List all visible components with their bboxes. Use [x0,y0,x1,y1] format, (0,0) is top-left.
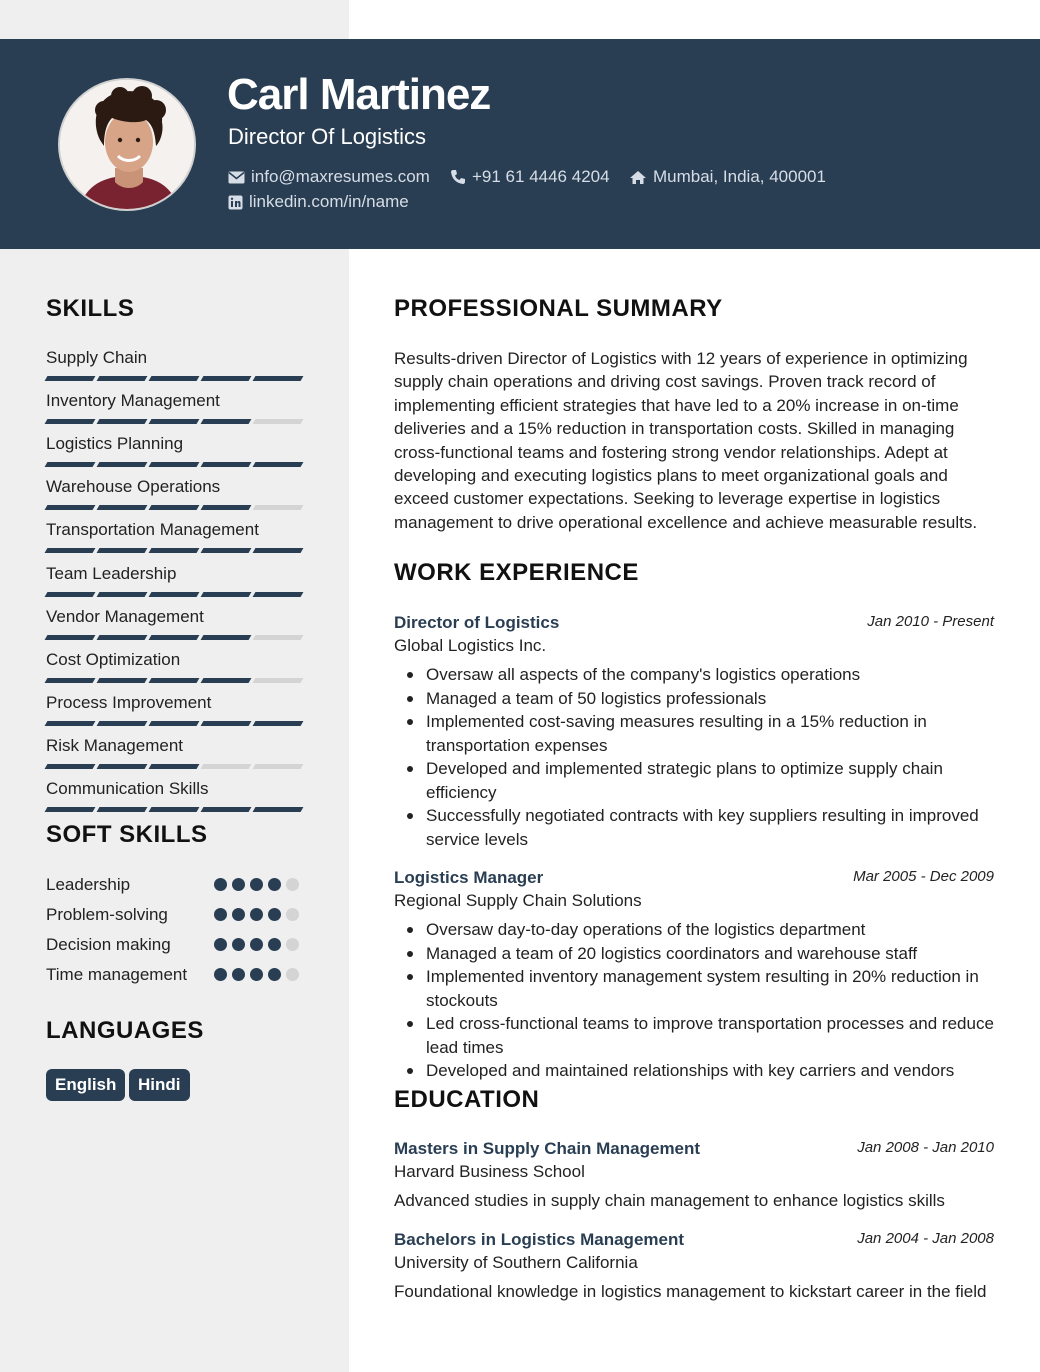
school-name: University of Southern California [394,1253,638,1272]
skill-level-segment [97,462,148,467]
location-text: Mumbai, India, 400001 [653,167,826,186]
skill-item [46,434,306,467]
skill-level-segment [149,721,200,726]
skill-level-segment [149,419,200,424]
soft-skill-level-dot [214,908,227,921]
skill-level-segment [253,721,304,726]
email-text: info@maxresumes.com [251,167,430,186]
soft-skill-level-dot [268,938,281,951]
skill-name: Transportation Management [46,520,259,540]
skill-level-segment [149,548,200,553]
skill-name: Cost Optimization [46,649,181,669]
skill-level-segment [253,764,304,769]
contact-linkedin[interactable] [228,192,409,212]
avatar [58,78,196,211]
skill-item [46,477,306,510]
skill-level-bars [46,505,306,510]
skill-level-segment [253,419,304,424]
skill-level-segment [201,635,252,640]
soft-skill-level-dots [214,968,299,981]
skill-level-segment [45,721,96,726]
skill-level-segment [97,419,148,424]
skill-level-segment [201,548,252,553]
job-bullets [394,918,994,1083]
soft-skill-level-dot [286,938,299,951]
skill-name: Process Improvement [46,692,212,712]
skill-level-segment [97,376,148,381]
candidate-name: Carl Martinez [227,70,491,119]
language-tag: Hindi [129,1069,190,1101]
skill-item [46,391,306,424]
soft-skill-level-dot [250,878,263,891]
profile-photo-icon [60,80,196,211]
skill-level-segment [149,505,200,510]
phone-text: +91 61 4446 4204 [472,167,610,186]
skill-level-segment [97,678,148,683]
job-bullet: Developed and maintained relationships with key carriers and vendors [394,1059,994,1083]
soft-skill-name: Leadership [46,875,131,894]
skill-level-bars [46,721,306,726]
skill-level-segment [149,807,200,812]
education-date: Jan 2004 - Jan 2008 [857,1230,994,1247]
soft-skill-level-dot [286,908,299,921]
skill-level-segment [253,678,304,683]
job-entry [394,868,994,1083]
job-company: Global Logistics Inc. [394,636,547,655]
skills-heading: SKILLS [46,295,135,322]
job-bullet: Oversaw day-to-day operations of the logistics department [394,918,994,942]
skill-name: Supply Chain [46,348,148,367]
education-description: Advanced studies in supply chain management to enhance logistics skills [394,1191,945,1210]
skill-level-segment [45,764,96,769]
soft-skill-level-dot [232,908,245,921]
skill-level-segment [97,592,148,597]
job-bullet: Managed a team of 20 logistics coordinators and warehouse staff [394,942,994,966]
skill-name: Vendor Management [46,606,204,626]
skill-item [46,520,306,553]
education-entry [394,1139,994,1213]
job-date: Jan 2010 - Present [867,613,994,630]
skill-level-segment [45,592,96,597]
home-icon [629,170,647,185]
linkedin-icon [228,195,243,210]
skill-item [46,564,306,597]
skill-level-segment [45,678,96,683]
soft-skill-level-dot [232,938,245,951]
contact-location [629,167,826,187]
skill-level-segment [201,376,252,381]
skill-item [46,779,306,812]
education-description: Foundational knowledge in logistics management to kickstart career in the field [394,1282,987,1301]
language-tag: English [46,1069,125,1101]
skill-level-segment [253,462,304,467]
skill-level-bars [46,764,306,769]
skill-level-segment [45,419,96,424]
soft-skill-level-dot [250,968,263,981]
job-bullet: Developed and implemented strategic plans to optimize supply chain efficiency [394,757,994,804]
education-entry [394,1230,994,1304]
skill-level-segment [201,592,252,597]
skill-level-segment [45,505,96,510]
degree-title: Masters in Supply Chain Management [394,1139,701,1158]
skill-level-segment [45,462,96,467]
skill-item [46,736,306,769]
skill-level-segment [201,419,252,424]
contact-email[interactable] [228,167,430,187]
envelope-icon [228,171,245,184]
skill-item [46,693,306,726]
job-title: Director of Logistics [394,613,560,632]
skill-level-segment [149,635,200,640]
soft-skill-level-dot [268,878,281,891]
skill-item [46,348,306,381]
job-entry [394,613,994,851]
skill-level-segment [97,505,148,510]
linkedin-text: linkedin.com/in/name [249,192,409,211]
job-title: Logistics Manager [394,868,544,887]
job-bullet: Implemented cost-saving measures resulting in a 15% reduction in transportation expenses [394,710,994,757]
skill-level-segment [149,678,200,683]
skill-name: Risk Management [46,735,184,755]
summary-text: Results-driven Director of Logistics with 12 years of experience in optimizing supply chain operations and driving cost savings. Proven track record of implementing efficient strategies that have led to a 20% increase in on-time deliveries and a 15% reduction in transportation costs. Skilled in managing cross-functional teams and fostering strong vendor relationships. Adept at developing and executing logistics plans to meet organizational goals and exceed customer expectations. Seeking to leverage expertise in logistics management to drive operational excellence and achieve measurable results. [394,349,978,532]
skill-level-segment [201,721,252,726]
skill-level-segment [201,678,252,683]
skill-item [46,650,306,683]
job-bullet: Led cross-functional teams to improve transportation processes and reduce lead times [394,1012,994,1059]
skill-name: Inventory Management [46,391,220,411]
skill-level-segment [45,807,96,812]
soft-skill-name: Decision making [46,935,171,954]
soft-skill-level-dot [250,938,263,951]
skill-level-segment [201,764,252,769]
skill-level-segment [201,505,252,510]
skill-level-bars [46,678,306,683]
languages-heading: LANGUAGES [46,1017,204,1044]
soft-skill-level-dot [214,938,227,951]
skill-level-bars [46,376,306,381]
skill-item [46,607,306,640]
skill-level-bars [46,548,306,553]
education-date: Jan 2008 - Jan 2010 [857,1139,994,1156]
skill-level-segment [201,807,252,812]
degree-title: Bachelors in Logistics Management [394,1230,685,1249]
soft-skill-level-dots [214,908,299,921]
soft-skill-level-dot [268,908,281,921]
skill-level-bars [46,807,306,812]
skill-level-bars [46,462,306,467]
skill-level-segment [97,807,148,812]
skill-name: Communication Skills [46,779,209,798]
school-name: Harvard Business School [394,1162,585,1181]
skill-level-segment [97,721,148,726]
skill-level-bars [46,419,306,424]
soft-skill-level-dot [286,968,299,981]
soft-skill-level-dot [286,878,299,891]
job-bullets [394,663,994,851]
skill-level-bars [46,635,306,640]
skill-level-segment [253,635,304,640]
soft-skill-level-dot [214,968,227,981]
summary-heading: PROFESSIONAL SUMMARY [394,295,723,322]
education-heading: EDUCATION [394,1086,540,1113]
soft-skill-name: Time management [46,965,188,984]
skill-level-segment [253,505,304,510]
job-bullet: Oversaw all aspects of the company's logistics operations [394,663,994,687]
job-date: Mar 2005 - Dec 2009 [853,868,994,885]
soft-skill-level-dots [214,878,299,891]
skill-level-bars [46,592,306,597]
skill-name: Team Leadership [46,563,177,583]
skill-level-segment [45,548,96,553]
job-bullet: Managed a team of 50 logistics professionals [394,687,994,711]
skill-level-segment [97,764,148,769]
skill-level-segment [97,548,148,553]
skill-level-segment [45,635,96,640]
job-bullet: Implemented inventory management system resulting in 20% reduction in stockouts [394,965,994,1012]
skill-level-segment [45,376,96,381]
soft-skill-level-dot [250,908,263,921]
skill-level-segment [253,807,304,812]
contact-phone[interactable] [450,167,610,187]
skill-level-segment [149,376,200,381]
skill-level-segment [149,462,200,467]
skill-level-segment [149,764,200,769]
phone-icon [450,169,466,185]
job-company: Regional Supply Chain Solutions [394,891,642,910]
skill-level-segment [253,548,304,553]
soft-skills-heading: SOFT SKILLS [46,821,208,848]
skill-name: Warehouse Operations [46,477,221,497]
skill-level-segment [253,376,304,381]
skill-level-segment [149,592,200,597]
skill-level-segment [97,635,148,640]
skill-level-segment [253,592,304,597]
soft-skill-level-dot [268,968,281,981]
soft-skill-name: Problem-solving [46,905,168,924]
soft-skill-level-dot [214,878,227,891]
work-heading: WORK EXPERIENCE [394,559,639,586]
soft-skill-level-dot [232,968,245,981]
soft-skill-level-dot [232,878,245,891]
skill-name: Logistics Planning [46,434,184,454]
candidate-role: Director Of Logistics [228,124,427,149]
soft-skill-level-dots [214,938,299,951]
job-bullet: Successfully negotiated contracts with key suppliers resulting in improved service levels [394,804,994,851]
skill-level-segment [201,462,252,467]
